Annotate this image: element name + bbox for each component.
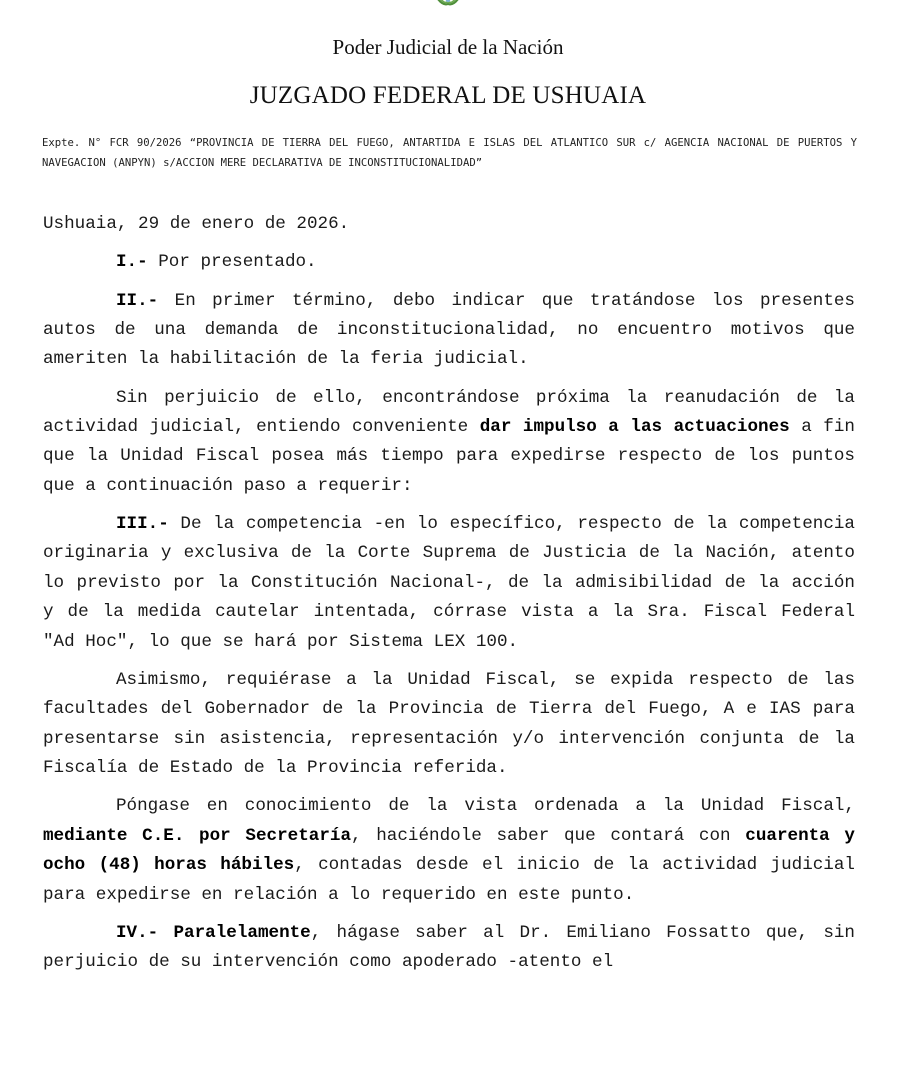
paragraph-impulse <box>43 384 855 502</box>
paragraph-text: En primer término, debo indicar que tratándose los presentes autos de una demanda de inconstitucionalidad, no encuentro motivos que ameriten la habilitación de la feria judicial. <box>43 290 855 370</box>
paragraph-asimismo <box>43 666 855 784</box>
section-number: I.- <box>116 252 148 273</box>
paragraph-text: , hágase saber al Dr. Emiliano Fossatto que, sin perjuicio de su intervención como apoderado -atento el <box>43 922 855 973</box>
national-crest-icon <box>432 0 464 8</box>
paragraph-text: Sin perjuicio de ello, encontrándose próxima la reanudación de la actividad judicial, entiendo conveniente <box>43 387 855 438</box>
paragraph-text: a fin que la Unidad Fiscal posea más tiempo para expedirse respecto de los puntos que a continuación paso a requerir: <box>43 417 855 496</box>
paragraph-notification <box>43 792 855 910</box>
paragraph-text: Póngase en conocimiento de la vista ordenada a la Unidad Fiscal, <box>116 796 855 817</box>
paragraph-ii <box>43 287 855 375</box>
bold-text: dar impulso a las actuaciones <box>479 417 790 438</box>
section-number: IV.- <box>116 922 159 943</box>
section-number: II.- <box>116 290 159 311</box>
paragraph-text: , haciéndole saber que contará con <box>351 825 746 846</box>
court-title: JUZGADO FEDERAL DE USHUAIA <box>249 82 647 109</box>
paragraph-text: Asimismo, requiérase a la Unidad Fiscal, se expida respecto de las facultades del Gobernador de la Provincia de Tierra del Fuego, A e IAS para presentarse sin asistencia, representación y/o intervención conjunta de la Fiscalía de Estado de la Provincia referida. <box>43 669 855 779</box>
paragraph-iii <box>43 510 855 657</box>
paragraph-text: , contadas desde el inicio de la actividad judicial para expedirse en relación a lo requerido en este punto. <box>43 855 855 905</box>
bold-text: Paralelamente <box>173 922 311 943</box>
paragraph-text: Por presentado. <box>147 252 317 273</box>
bold-text: mediante C.E. por Secretaría <box>43 825 351 846</box>
bold-text: cuarenta y ocho (48) horas hábiles <box>43 825 855 876</box>
section-number: III.- <box>116 514 169 535</box>
paragraph-iv <box>43 919 855 978</box>
court-name: Poder Judicial de la Nación <box>332 35 564 59</box>
paragraph-i <box>43 248 855 277</box>
resolution-body <box>43 210 855 986</box>
case-reference: Expte. N° FCR 90/2026 “PROVINCIA DE TIERRA DEL FUEGO, ANTARTIDA E ISLAS DEL ATLANTICO SUR c/ AGENCIA NACIONAL DE PUERTOS Y NAVEGACION (ANPYN) s/ACCION MERE DECLARATIVA DE INCONSTITUCIONALIDAD” <box>42 137 857 169</box>
resolution-date: Ushuaia, 29 de enero de 2026. <box>43 214 350 234</box>
paragraph-text: De la competencia -en lo específico, respecto de la competencia originaria y exclusiva de la Corte Suprema de Justicia de la Nación, atento lo previsto por la Constitución Nacional-, de la admisibilidad de la acción y de la medida cautelar intentada, córrase vista a la Sra. Fiscal Federal "Ad Hoc", lo que se hará por Sistema LEX 100. <box>43 514 855 652</box>
